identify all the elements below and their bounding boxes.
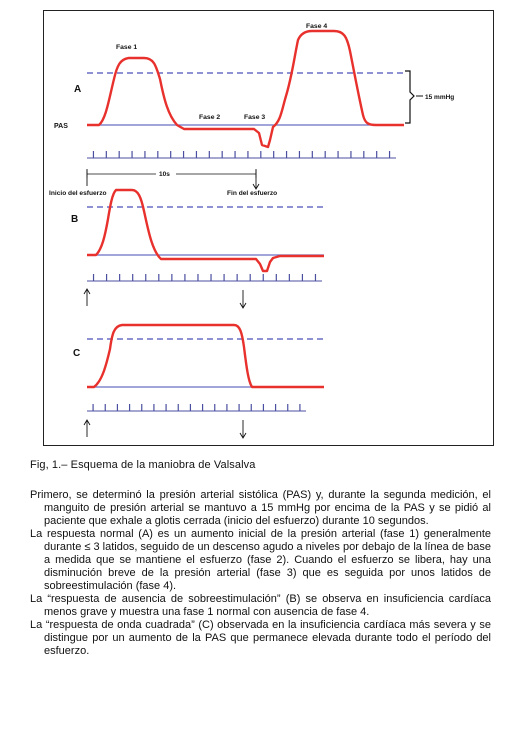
panel-a-ecg-strip	[87, 151, 396, 158]
panel-b-pressure-curve	[87, 190, 324, 271]
fase2-label: Fase 2	[199, 114, 221, 121]
pas-label: PAS	[54, 123, 68, 130]
valsalva-diagram	[44, 11, 495, 447]
panel-a	[49, 23, 454, 197]
start-arrow-b	[84, 289, 90, 306]
start-arrow-c	[84, 420, 90, 437]
paragraph-4: La “respuesta de onda cuadrada” (C) observada en la insuficiencia cardíaca más severa y se distingue por un aumento de la PAS que permanece elevada durante todo el período del esfuerzo.	[30, 619, 491, 657]
panel-c-ecg-strip	[87, 404, 306, 411]
end-arrow-c	[240, 420, 246, 438]
mmhg-bracket	[405, 71, 414, 123]
paragraph-3: La “respuesta de ausencia de sobreestimulación” (B) se observa en insuficiencia cardíaca menos grave y muestra una fase 1 normal con ausencia de fase 4.	[30, 593, 491, 618]
effort-start-label: Inicio del esfuerzo	[49, 190, 107, 197]
end-arrow-a	[253, 169, 259, 189]
fase3-label: Fase 3	[244, 114, 266, 121]
panel-c-pressure-curve	[87, 325, 324, 387]
fase1-label: Fase 1	[116, 44, 138, 51]
panel-b	[71, 190, 324, 308]
body-text	[30, 489, 491, 658]
figure-caption: Fig, 1.– Esquema de la maniobra de Valsalva	[30, 459, 256, 471]
paragraph-1: Primero, se determinó la presión arterial sistólica (PAS) y, durante la segunda medición, el manguito de presión arterial se mantuvo a 15 mmHg por encima de la PAS y se pidió al paciente que exhale a glotis cerrada (inicio del esfuerzo) durante 10 segundos.	[30, 489, 491, 527]
panel-c	[73, 325, 324, 438]
panel-b-letter: B	[71, 214, 79, 225]
panel-b-ecg-strip	[87, 274, 322, 281]
panel-a-letter: A	[74, 84, 82, 95]
end-arrow-b	[240, 290, 246, 308]
valsalva-figure	[43, 10, 494, 446]
panel-c-letter: C	[73, 348, 81, 359]
duration-label: 10s	[159, 171, 170, 178]
effort-end-label: Fin del esfuerzo	[227, 190, 278, 197]
mmhg-label: 15 mmHg	[425, 94, 455, 101]
paragraph-2: La respuesta normal (A) es un aumento inicial de la presión arterial (fase 1) generalmente durante ≤ 3 latidos, seguido de un descenso agudo a niveles por debajo de la línea de base a medida que se mantiene el esfuerzo (fase 2). Cuando el esfuerzo se libera, hay una disminución breve de la presión arterial (fase 3) que es seguida por unos latidos de sobreestimulación (fase 4).	[30, 528, 491, 592]
fase4-label: Fase 4	[306, 23, 328, 30]
